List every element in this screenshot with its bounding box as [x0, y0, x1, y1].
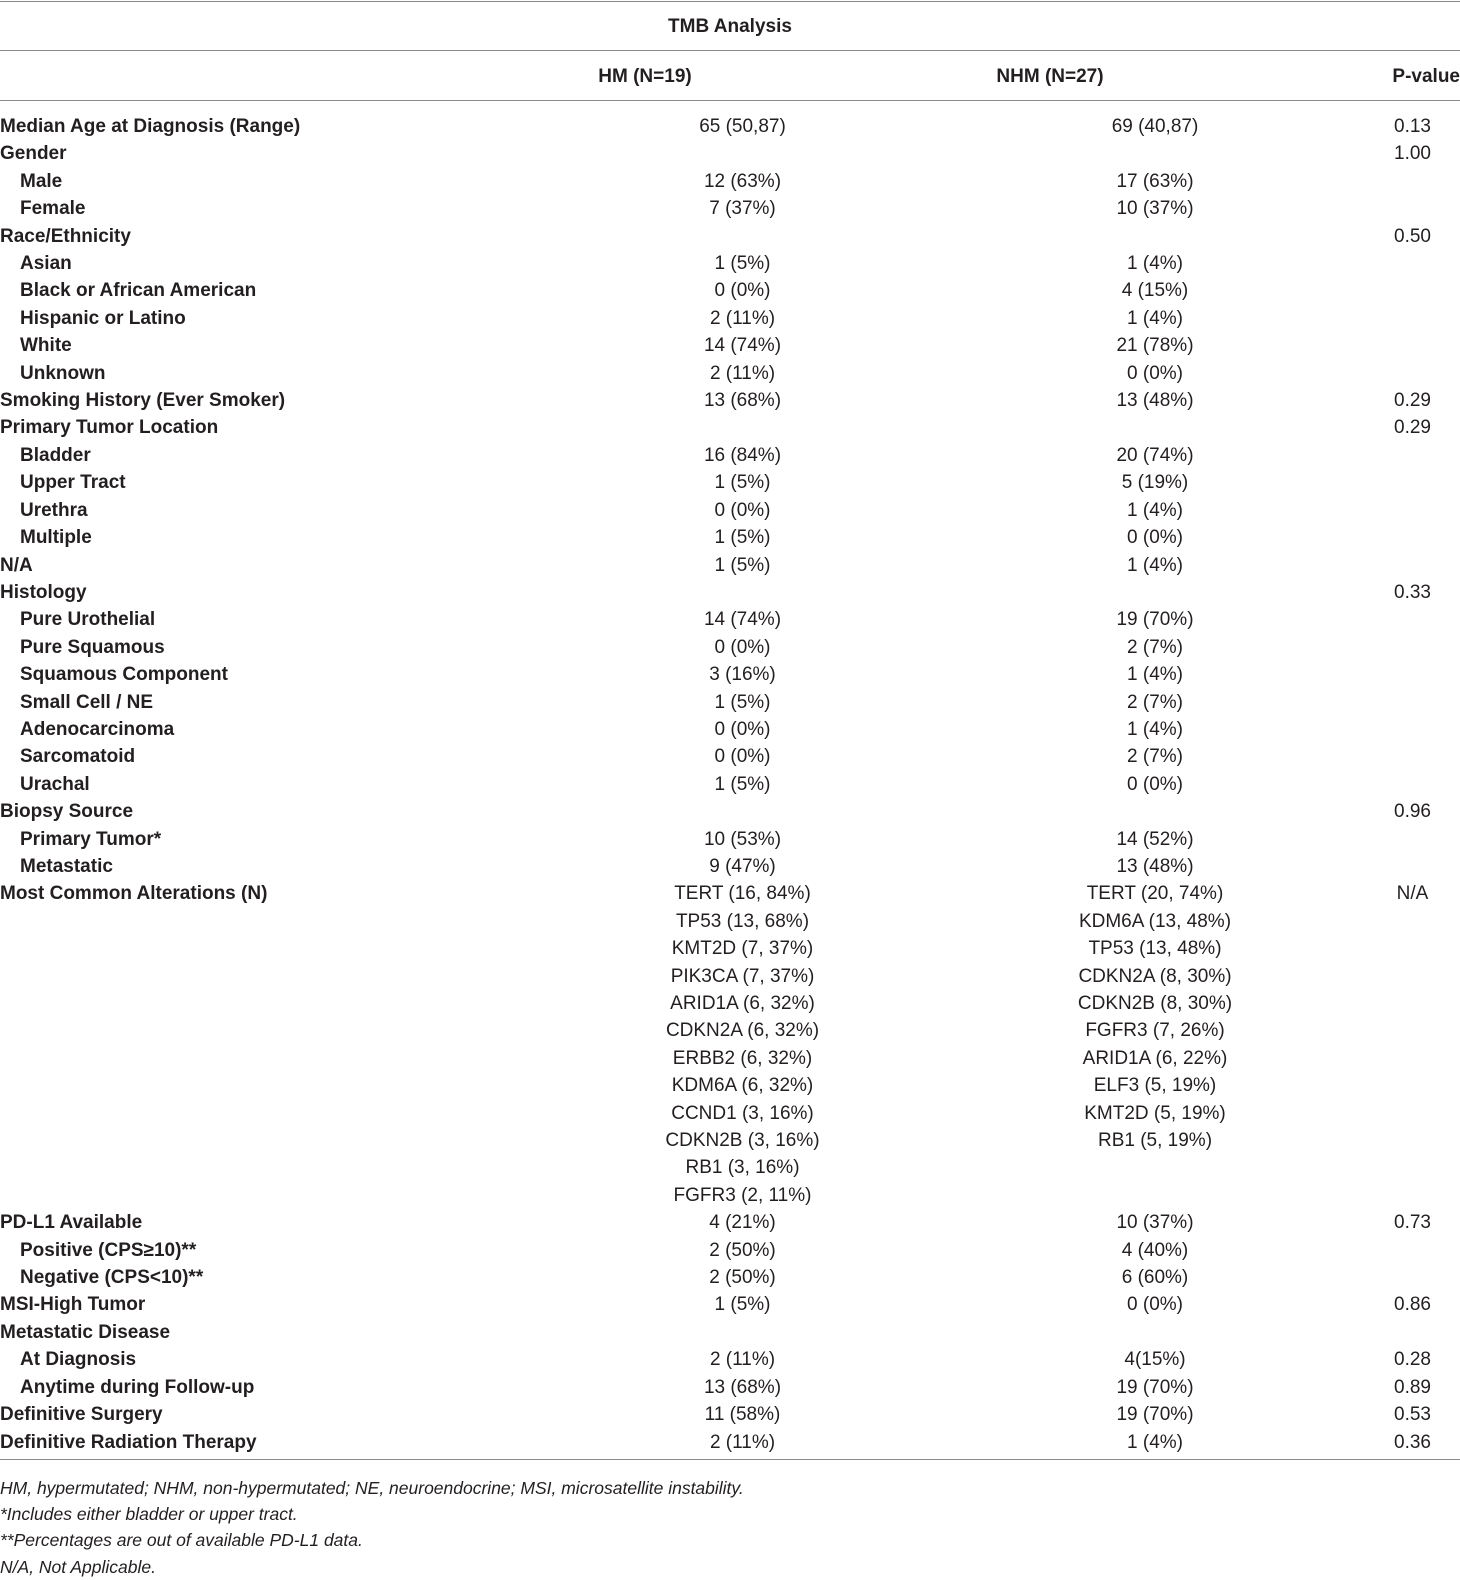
hm-value: 0 (0%) — [714, 280, 771, 302]
row-label — [0, 963, 540, 990]
p-value — [1365, 552, 1460, 579]
p-value — [1365, 661, 1460, 688]
p-value — [1365, 1154, 1460, 1181]
hm-value: 2 (50%) — [709, 1239, 776, 1261]
row-label: Sarcomatoid — [20, 746, 136, 768]
hm-value: 10 (53%) — [703, 828, 782, 850]
nhm-value: FGFR3 (7, 26%) — [1085, 1020, 1225, 1042]
nhm-value: TP53 (13, 48%) — [1088, 938, 1222, 960]
row-label: Asian — [20, 253, 72, 275]
row-label: Adenocarcinoma — [20, 718, 175, 740]
table-row — [0, 332, 1460, 359]
table-row — [0, 277, 1460, 304]
nhm-value: 13 (48%) — [1116, 855, 1194, 877]
p-value — [1365, 1072, 1460, 1099]
table-row — [0, 661, 1460, 688]
table-row — [0, 1237, 1460, 1264]
column-header-hm: HM (N=19) — [598, 66, 692, 87]
p-value — [1365, 305, 1460, 332]
p-value — [1365, 360, 1460, 387]
table-row — [0, 1346, 1460, 1373]
nhm-value: 1 (4%) — [1127, 499, 1183, 521]
nhm-value: 1 (4%) — [1127, 253, 1183, 275]
nhm-value: ELF3 (5, 19%) — [1093, 1075, 1217, 1097]
row-label: Histology — [0, 581, 87, 603]
row-label — [0, 1017, 540, 1044]
row-label: Gender — [0, 143, 67, 165]
nhm-value — [945, 1319, 1365, 1346]
hm-value: 3 (16%) — [709, 664, 776, 686]
row-label: Primary Tumor* — [20, 828, 162, 850]
p-value — [1365, 689, 1460, 716]
hm-value: TERT (16, 84%) — [674, 883, 811, 905]
p-value — [1365, 1319, 1460, 1346]
table-row — [0, 771, 1460, 798]
table-row — [0, 195, 1460, 222]
nhm-value: ARID1A (6, 22%) — [1082, 1047, 1228, 1069]
nhm-value: 1 (4%) — [1127, 664, 1183, 686]
table-row — [0, 963, 1460, 990]
nhm-value: 13 (48%) — [1116, 390, 1194, 412]
p-value — [1365, 771, 1460, 798]
row-label: White — [20, 335, 72, 357]
table-row — [0, 442, 1460, 469]
nhm-value: 4(15%) — [1124, 1349, 1186, 1371]
nhm-value: CDKN2B (8, 30%) — [1077, 993, 1233, 1014]
hm-value — [540, 223, 945, 250]
hm-value — [540, 140, 945, 167]
p-value: 0.36 — [1394, 1431, 1431, 1453]
table-row — [0, 360, 1460, 387]
table-row — [0, 1291, 1460, 1318]
row-label: Positive (CPS≥10)** — [20, 1239, 197, 1261]
nhm-value: RB1 (5, 19%) — [1097, 1130, 1213, 1152]
nhm-value: TERT (20, 74%) — [1086, 883, 1224, 905]
data-table — [0, 113, 1460, 1456]
hm-value: 2 (11%) — [709, 307, 776, 329]
row-label: N/A — [0, 554, 33, 576]
row-label — [0, 1045, 540, 1072]
nhm-value: 0 (0%) — [1127, 362, 1183, 384]
p-value — [1365, 497, 1460, 524]
p-value: 0.53 — [1394, 1404, 1431, 1426]
nhm-value: 0 (0%) — [1127, 1294, 1183, 1316]
row-label: Primary Tumor Location — [0, 417, 219, 439]
p-value — [1365, 935, 1460, 962]
row-label: Squamous Component — [20, 664, 228, 686]
row-label: Hispanic or Latino — [20, 307, 186, 329]
nhm-value: KMT2D (5, 19%) — [1084, 1102, 1226, 1124]
table-row — [0, 1045, 1460, 1072]
hm-value: 2 (11%) — [709, 1349, 776, 1371]
row-label — [0, 1127, 540, 1154]
column-header-row — [0, 62, 1460, 92]
row-label: Anytime during Follow-up — [20, 1376, 255, 1398]
hm-value: KDM6A (6, 32%) — [671, 1075, 814, 1097]
nhm-value: 2 (7%) — [1127, 691, 1183, 713]
nhm-value: 2 (7%) — [1127, 746, 1183, 768]
nhm-value: 17 (63%) — [1116, 170, 1194, 192]
nhm-value: 20 (74%) — [1116, 444, 1194, 466]
nhm-value: 1 (4%) — [1127, 307, 1183, 329]
hm-value: RB1 (3, 16%) — [685, 1157, 800, 1179]
nhm-value — [945, 1154, 1365, 1181]
column-header-pvalue: P-value — [1392, 66, 1460, 87]
header-rule — [0, 100, 1460, 101]
table-row — [0, 908, 1460, 935]
p-value — [1365, 963, 1460, 990]
row-label: Male — [20, 170, 63, 192]
table-row — [0, 935, 1460, 962]
table-row — [0, 1209, 1460, 1236]
p-value: 0.33 — [1394, 581, 1431, 603]
nhm-value: 19 (70%) — [1116, 1404, 1194, 1426]
row-label — [0, 990, 540, 1017]
hm-value: PIK3CA (7, 37%) — [670, 965, 815, 987]
row-label: Unknown — [20, 362, 106, 384]
table-row — [0, 798, 1460, 825]
footnotes — [0, 1475, 1460, 1580]
hm-value: CCND1 (3, 16%) — [671, 1102, 814, 1124]
p-value — [1365, 168, 1460, 195]
hm-value: 1 (5%) — [714, 554, 771, 576]
hm-value: 1 (5%) — [714, 773, 771, 795]
table-row — [0, 1154, 1460, 1181]
table-row — [0, 579, 1460, 606]
nhm-value: KDM6A (13, 48%) — [1078, 910, 1232, 932]
nhm-value: 14 (52%) — [1116, 828, 1194, 850]
table-row — [0, 606, 1460, 633]
hm-value: 2 (11%) — [709, 362, 776, 384]
hm-value: 1 (5%) — [714, 691, 771, 713]
table-row — [0, 305, 1460, 332]
p-value — [1365, 1045, 1460, 1072]
nhm-value: 69 (40,87) — [1111, 116, 1199, 137]
row-label: Metastatic Disease — [0, 1321, 171, 1343]
footnote-pdl1: **Percentages are out of available PD-L1 data. — [0, 1530, 363, 1551]
p-value — [1365, 716, 1460, 743]
row-label: At Diagnosis — [20, 1349, 137, 1371]
table-row — [0, 552, 1460, 579]
hm-value: 2 (50%) — [709, 1267, 776, 1289]
table-row — [0, 524, 1460, 551]
nhm-value: 21 (78%) — [1116, 335, 1194, 357]
table-row — [0, 1072, 1460, 1099]
hm-value: 14 (74%) — [703, 609, 782, 631]
hm-value: ARID1A (6, 32%) — [670, 993, 815, 1014]
row-label — [0, 908, 540, 935]
p-value: 0.73 — [1394, 1212, 1431, 1234]
hm-value — [540, 579, 945, 606]
nhm-value: 6 (60%) — [1121, 1267, 1189, 1289]
p-value — [1365, 990, 1460, 1017]
group-title: TMB Analysis — [668, 16, 792, 37]
hm-value: 0 (0%) — [714, 718, 771, 740]
hm-value: CDKN2B (3, 16%) — [665, 1130, 820, 1152]
nhm-value — [945, 1182, 1365, 1209]
table-row — [0, 1319, 1460, 1346]
hm-value: 7 (37%) — [709, 198, 776, 220]
table-row — [0, 1374, 1460, 1401]
table-row — [0, 387, 1460, 414]
hm-value: 14 (74%) — [703, 335, 782, 357]
table-row — [0, 990, 1460, 1017]
table-row — [0, 1264, 1460, 1291]
table-row — [0, 689, 1460, 716]
hm-value: ERBB2 (6, 32%) — [672, 1047, 813, 1069]
table-row — [0, 140, 1460, 167]
nhm-value: 10 (37%) — [1116, 1212, 1194, 1234]
p-value: 0.29 — [1394, 417, 1431, 439]
row-label: Definitive Radiation Therapy — [0, 1431, 257, 1453]
p-value — [1365, 469, 1460, 496]
p-value: 0.28 — [1394, 1349, 1431, 1371]
hm-value: FGFR3 (2, 11%) — [673, 1184, 812, 1206]
nhm-value: 0 (0%) — [1127, 527, 1183, 549]
row-label: Black or African American — [20, 280, 257, 302]
p-value: 0.29 — [1394, 390, 1431, 412]
table-row — [0, 113, 1460, 140]
row-label: Bladder — [20, 444, 91, 466]
hm-value — [540, 414, 945, 441]
nhm-value: 19 (70%) — [1116, 609, 1194, 631]
hm-value: 16 (84%) — [703, 444, 782, 466]
hm-value — [540, 1319, 945, 1346]
row-label — [0, 1182, 540, 1209]
row-label: Multiple — [20, 527, 92, 549]
p-value — [1365, 1237, 1460, 1264]
p-value — [1365, 1127, 1460, 1154]
p-value: 1.00 — [1394, 143, 1431, 165]
row-label: Female — [20, 198, 86, 220]
nhm-value — [945, 579, 1365, 606]
row-label: Definitive Surgery — [0, 1404, 163, 1426]
table-row — [0, 853, 1460, 880]
p-value — [1365, 853, 1460, 880]
p-value — [1365, 606, 1460, 633]
nhm-value: 4 (15%) — [1121, 280, 1189, 302]
hm-value: 2 (11%) — [709, 1431, 776, 1453]
p-value — [1365, 826, 1460, 853]
footnote-primary-tumor: *Includes either bladder or upper tract. — [0, 1504, 298, 1525]
p-value — [1365, 634, 1460, 661]
p-value: 0.13 — [1394, 116, 1431, 137]
hm-value: CDKN2A (6, 32%) — [665, 1020, 820, 1042]
hm-value — [540, 798, 945, 825]
hm-value: 4 (21%) — [709, 1212, 776, 1234]
row-label: Negative (CPS<10)** — [20, 1267, 204, 1289]
p-value — [1365, 1017, 1460, 1044]
nhm-value: 10 (37%) — [1116, 198, 1194, 220]
bottom-rule — [0, 1459, 1460, 1460]
p-value — [1365, 1100, 1460, 1127]
table-row — [0, 743, 1460, 770]
table-row — [0, 1182, 1460, 1209]
row-label — [0, 1154, 540, 1181]
table-row — [0, 1429, 1460, 1456]
row-label: PD-L1 Available — [0, 1212, 143, 1234]
hm-value: TP53 (13, 68%) — [675, 910, 810, 932]
hm-value: 65 (50,87) — [699, 116, 786, 137]
p-value: 0.96 — [1394, 801, 1431, 823]
hm-value: KMT2D (7, 37%) — [671, 938, 814, 960]
row-label — [0, 1100, 540, 1127]
hm-value: 1 (5%) — [714, 527, 771, 549]
row-label: Race/Ethnicity — [0, 225, 131, 247]
p-value — [1365, 908, 1460, 935]
p-value — [1365, 332, 1460, 359]
row-label: Most Common Alterations (N) — [0, 883, 268, 905]
p-value — [1365, 524, 1460, 551]
row-label: Metastatic — [20, 855, 113, 877]
hm-value: 0 (0%) — [714, 636, 771, 658]
nhm-value — [945, 223, 1365, 250]
table-row — [0, 168, 1460, 195]
row-label: MSI-High Tumor — [0, 1294, 146, 1316]
hm-value: 0 (0%) — [714, 746, 771, 768]
hm-value: 1 (5%) — [714, 1294, 771, 1316]
row-label: Urethra — [20, 499, 88, 521]
table-row — [0, 1401, 1460, 1428]
row-label — [0, 935, 540, 962]
group-rule — [0, 50, 1460, 51]
p-value: 0.86 — [1394, 1294, 1431, 1316]
nhm-value: 5 (19%) — [1121, 472, 1189, 494]
p-value: 0.89 — [1394, 1376, 1431, 1398]
nhm-value — [945, 414, 1365, 441]
table-row — [0, 634, 1460, 661]
nhm-value — [945, 798, 1365, 825]
table-row — [0, 223, 1460, 250]
p-value — [1365, 743, 1460, 770]
hm-value: 11 (58%) — [704, 1404, 781, 1426]
nhm-value: 19 (70%) — [1116, 1376, 1194, 1398]
hm-value: 12 (63%) — [703, 170, 782, 192]
nhm-value: 4 (40%) — [1121, 1239, 1189, 1261]
column-header-nhm: NHM (N=27) — [996, 66, 1104, 87]
nhm-value: 2 (7%) — [1127, 636, 1183, 658]
p-value — [1365, 277, 1460, 304]
hm-value: 1 (5%) — [714, 253, 771, 275]
table-row — [0, 880, 1460, 907]
nhm-value: 1 (4%) — [1127, 554, 1183, 576]
p-value — [1365, 1182, 1460, 1209]
nhm-value: 1 (4%) — [1127, 1431, 1183, 1453]
row-label: Urachal — [20, 773, 90, 795]
hm-value: 0 (0%) — [714, 499, 771, 521]
table-row — [0, 414, 1460, 441]
p-value: N/A — [1396, 883, 1429, 905]
top-rule — [0, 1, 1460, 2]
row-label: Pure Squamous — [20, 636, 165, 658]
p-value — [1365, 195, 1460, 222]
p-value — [1365, 1264, 1460, 1291]
footnote-na: N/A, Not Applicable. — [0, 1556, 156, 1577]
row-label: Biopsy Source — [0, 801, 134, 823]
table-row — [0, 826, 1460, 853]
table-row — [0, 716, 1460, 743]
row-label: Smoking History (Ever Smoker) — [0, 390, 286, 412]
row-label: Median Age at Diagnosis (Range) — [0, 116, 301, 137]
table-row — [0, 1127, 1460, 1154]
table-body — [0, 113, 1460, 1456]
row-label — [0, 1072, 540, 1099]
nhm-value: CDKN2A (8, 30%) — [1078, 965, 1232, 987]
row-label: Upper Tract — [20, 472, 126, 494]
footnote-abbreviations: HM, hypermutated; NHM, non-hypermutated; NE, neuroendocrine; MSI, microsatellite instability. — [0, 1478, 744, 1498]
row-label: Small Cell / NE — [20, 691, 154, 713]
table-row — [0, 469, 1460, 496]
table-row — [0, 250, 1460, 277]
nhm-value: 1 (4%) — [1127, 718, 1183, 740]
p-value — [1365, 442, 1460, 469]
hm-value: 9 (47%) — [709, 855, 776, 877]
nhm-value — [945, 140, 1365, 167]
table-row — [0, 1100, 1460, 1127]
table-row — [0, 1017, 1460, 1044]
hm-value: 1 (5%) — [714, 472, 771, 494]
row-label: Pure Urothelial — [20, 609, 156, 631]
p-value: 0.50 — [1394, 225, 1431, 247]
hm-value: 13 (68%) — [703, 1376, 782, 1398]
p-value — [1365, 250, 1460, 277]
table-row — [0, 497, 1460, 524]
hm-value: 13 (68%) — [703, 390, 782, 412]
nhm-value: 0 (0%) — [1127, 773, 1183, 795]
